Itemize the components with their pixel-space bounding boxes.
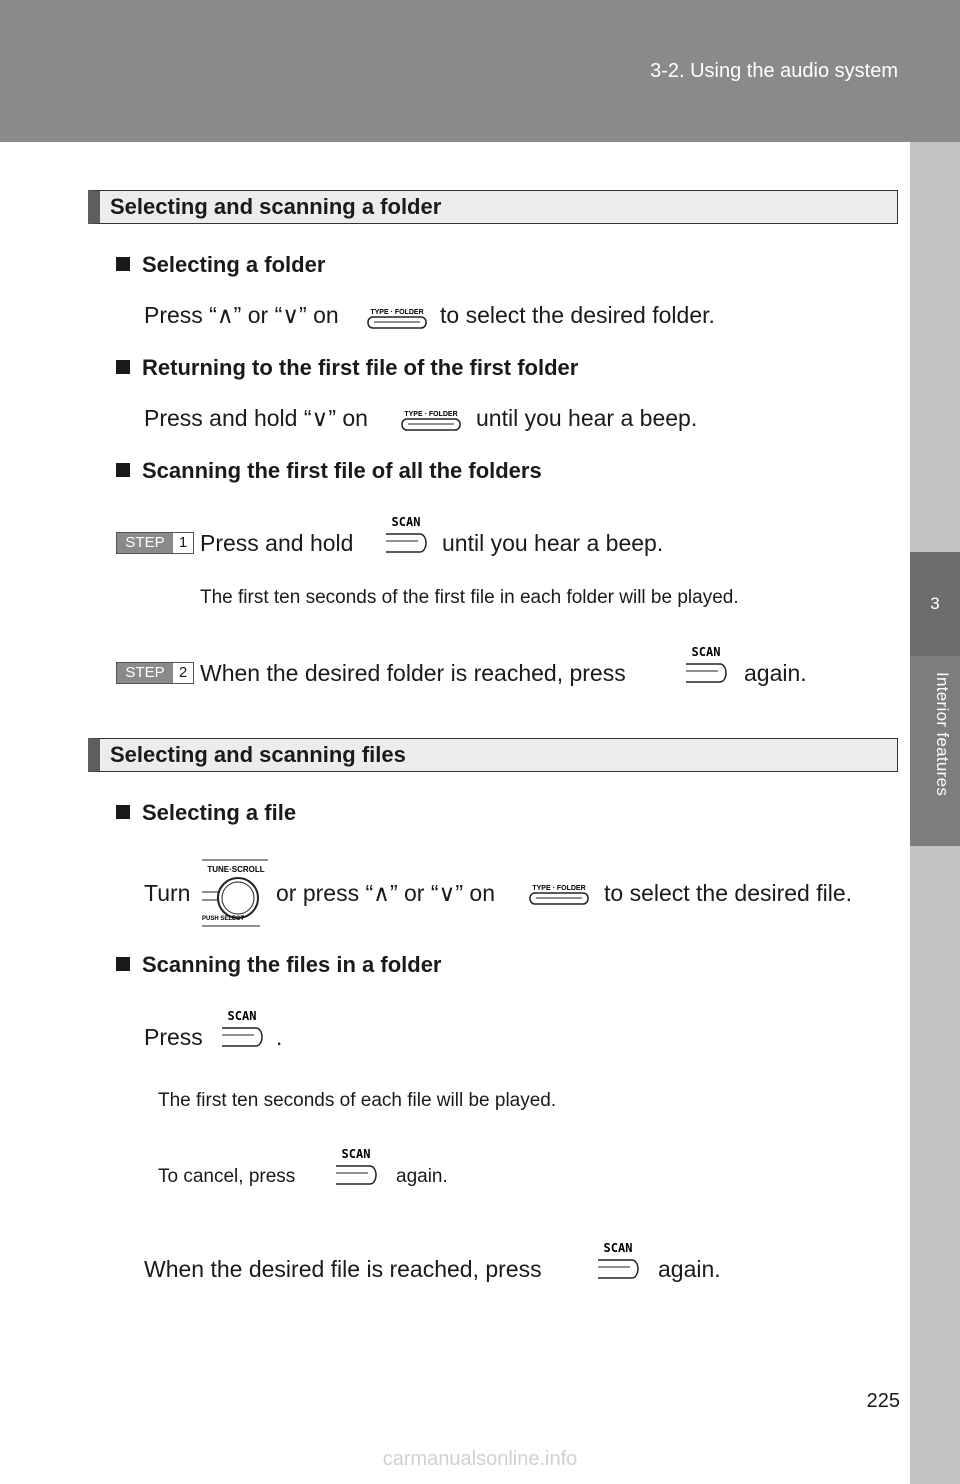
step-badge bbox=[116, 532, 194, 554]
files-note: The first ten seconds of each file will be played. bbox=[158, 1090, 557, 1111]
step2-text-b: again. bbox=[744, 660, 807, 686]
scan-button-icon bbox=[330, 1146, 382, 1188]
subheading-text: Returning to the first file of the first folder bbox=[142, 355, 579, 380]
subheading-text: Scanning the files in a folder bbox=[142, 952, 442, 977]
chapter-label: Interior features bbox=[933, 672, 952, 797]
final-text-a: When the desired file is reached, press bbox=[144, 1256, 542, 1282]
step2-text-a: When the desired folder is reached, press bbox=[200, 660, 626, 686]
scan-label: SCAN bbox=[603, 1241, 633, 1255]
chapter-number: 3 bbox=[930, 594, 940, 613]
press-text-a: Press bbox=[144, 1024, 203, 1050]
scan-button-icon bbox=[680, 644, 732, 686]
select-file-text-c: to select the desired file. bbox=[604, 880, 853, 906]
type-folder-button-icon bbox=[364, 306, 430, 330]
return-text-a: Press and hold “∨” on bbox=[144, 405, 368, 431]
push-select-label: PUSH SELECT bbox=[202, 916, 245, 922]
scan-button-icon bbox=[592, 1240, 644, 1282]
step-number: 1 bbox=[173, 533, 193, 553]
scan-button-icon bbox=[380, 514, 432, 556]
subheading-text: Scanning the first file of all the folders bbox=[142, 458, 542, 483]
cancel-text-a: To cancel, press bbox=[158, 1166, 296, 1187]
section-heading-files: Selecting and scanning files bbox=[88, 738, 898, 772]
tune-scroll-label: TUNE·SCROLL bbox=[207, 865, 265, 874]
subheading-scan-folders bbox=[116, 458, 542, 484]
type-folder-label: TYPE · FOLDER bbox=[370, 309, 424, 316]
step1-text-a: Press and hold bbox=[200, 530, 354, 556]
tune-scroll-knob-icon bbox=[198, 856, 274, 932]
subheading-return bbox=[116, 355, 578, 381]
step-badge bbox=[116, 662, 194, 684]
type-folder-button-icon bbox=[526, 882, 592, 906]
section-heading-folder: Selecting and scanning a folder bbox=[88, 190, 898, 224]
subheading-scan-files bbox=[116, 952, 442, 978]
cancel-text-b: again. bbox=[396, 1166, 448, 1187]
type-folder-button-icon bbox=[398, 408, 464, 432]
select-file-text-a: Turn bbox=[144, 880, 191, 906]
final-text-b: again. bbox=[658, 1256, 721, 1282]
select-folder-text-b: to select the desired folder. bbox=[440, 302, 715, 328]
bullet-square-icon bbox=[116, 360, 130, 374]
scan-label: SCAN bbox=[341, 1147, 371, 1161]
return-text-b: until you hear a beep. bbox=[476, 405, 698, 431]
bullet-square-icon bbox=[116, 257, 130, 271]
chapter-tab bbox=[910, 552, 960, 656]
step1-note: The first ten seconds of the first file in each folder will be played. bbox=[200, 587, 739, 608]
step1-text-b: until you hear a beep. bbox=[442, 530, 664, 556]
subheading-text: Selecting a file bbox=[142, 800, 297, 825]
type-folder-label: TYPE · FOLDER bbox=[532, 885, 586, 892]
step-number: 2 bbox=[173, 663, 193, 683]
press-text-b: . bbox=[276, 1024, 283, 1050]
type-folder-label: TYPE · FOLDER bbox=[404, 411, 458, 418]
scan-label: SCAN bbox=[391, 515, 421, 529]
subheading-select-file bbox=[116, 800, 296, 826]
section-title: 3-2. Using the audio system bbox=[650, 60, 898, 82]
step-label: STEP bbox=[117, 663, 173, 683]
step-label: STEP bbox=[117, 533, 173, 553]
scan-label: SCAN bbox=[227, 1009, 257, 1023]
scan-button-icon bbox=[216, 1008, 268, 1050]
select-file-text-b: or press “∧” or “∨” on bbox=[276, 880, 495, 906]
page-number: 225 bbox=[866, 1390, 900, 1412]
subheading-text: Selecting a folder bbox=[142, 252, 326, 277]
page-header bbox=[0, 0, 960, 142]
bullet-square-icon bbox=[116, 805, 130, 819]
scan-label: SCAN bbox=[691, 645, 721, 659]
subheading-select-folder bbox=[116, 252, 325, 278]
watermark: carmanualsonline.info bbox=[382, 1448, 578, 1470]
select-folder-text-a: Press “∧” or “∨” on bbox=[144, 302, 339, 328]
bullet-square-icon bbox=[116, 463, 130, 477]
bullet-square-icon bbox=[116, 957, 130, 971]
